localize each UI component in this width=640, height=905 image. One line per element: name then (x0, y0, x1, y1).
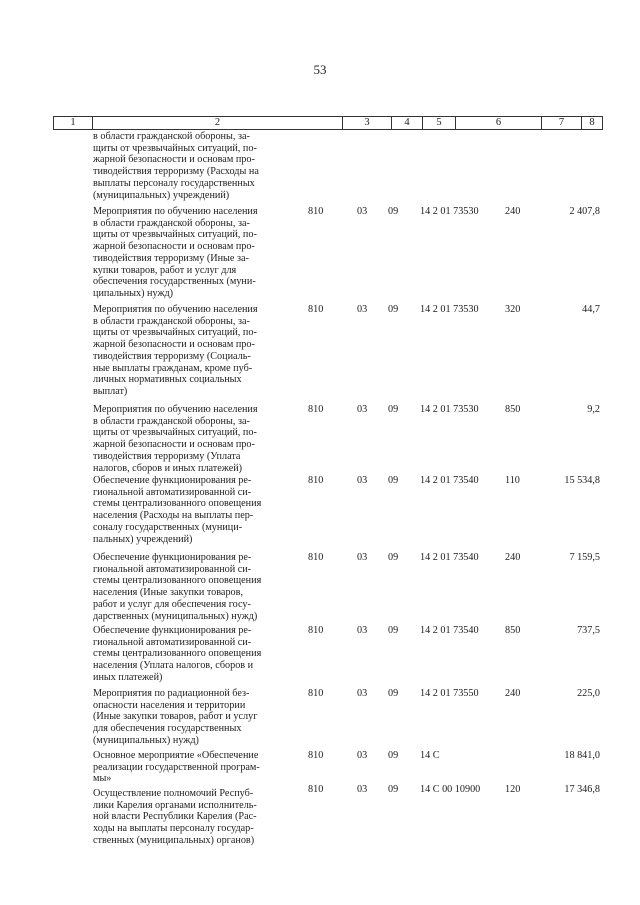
target-article-code: 14 2 01 73550 (420, 688, 479, 699)
section-code: 03 (357, 206, 368, 217)
description-line: в области гражданской обороны, за- (93, 217, 250, 229)
description-line: в области гражданской обороны, за- (93, 415, 250, 427)
subsection-code: 09 (388, 784, 399, 795)
description-line: Мероприятия по радиационной без- (93, 688, 250, 699)
description-line: пальных) учреждений) (93, 533, 193, 545)
row-description (93, 625, 289, 684)
description-line: купки товаров, работ и услуг для (93, 264, 237, 276)
expense-type-code: 110 (505, 475, 520, 486)
ministry-code: 810 (308, 688, 324, 699)
target-article-code: 14 2 01 73530 (420, 404, 479, 415)
section-code: 03 (357, 625, 368, 636)
expense-type-code: 320 (505, 304, 521, 315)
section-code: 03 (357, 404, 368, 415)
target-article-code: 14 2 01 73530 (420, 304, 479, 315)
ministry-code: 810 (308, 750, 324, 761)
description-line: иных платежей) (93, 671, 163, 683)
description-line: в области гражданской обороны, за- (93, 131, 250, 142)
description-line: налогов, сборов и иных платежей) (93, 462, 243, 474)
amount: 17 346,8 (564, 784, 600, 795)
header-col-7: 7 (542, 117, 582, 129)
expense-type-code: 240 (505, 688, 521, 699)
subsection-code: 09 (388, 404, 399, 415)
description-line: гиональной автоматизированной си- (93, 563, 252, 575)
description-line: щиты от чрезвычайных ситуаций, по- (93, 327, 257, 339)
section-code: 03 (357, 750, 368, 761)
subsection-code: 09 (388, 304, 399, 315)
description-line: личных нормативных социальных (93, 374, 242, 386)
description-line: выплат) (93, 385, 128, 397)
description-line: опасности населения и территории (93, 699, 246, 711)
description-line: гиональной автоматизированной си- (93, 636, 252, 648)
expense-type-code: 240 (505, 206, 521, 217)
header-col-4: 4 (392, 117, 423, 129)
row-description (93, 404, 289, 474)
row-description (93, 206, 289, 300)
description-line: стемы централизованного оповещения (93, 498, 262, 510)
expense-type-code: 240 (505, 552, 521, 563)
description-line: Мероприятия по обучению населения (93, 404, 258, 415)
description-line: обеспечения государственных (муни- (93, 276, 256, 288)
amount: 225,0 (577, 688, 600, 699)
subsection-code: 09 (388, 206, 399, 217)
section-code: 03 (357, 784, 368, 795)
description-line: лики Карелия органами исполнитель- (93, 799, 257, 811)
description-line: стемы централизованного оповещения (93, 575, 262, 587)
subsection-code: 09 (388, 625, 399, 636)
description-line: Обеспечение функционирования ре- (93, 475, 252, 486)
description-line: Мероприятия по обучению населения (93, 304, 258, 315)
target-article-code: 14 С (420, 750, 440, 761)
description-line: (муниципальных) нужд) (93, 734, 199, 746)
description-line: в области гражданской обороны, за- (93, 315, 250, 327)
amount: 18 841,0 (564, 750, 600, 761)
description-line: ной власти Республики Карелия (Рас- (93, 811, 257, 823)
amount: 9,2 (587, 404, 600, 415)
description-line: населения (Расходы на выплаты пер- (93, 510, 254, 522)
target-article-code: 14 С 00 10900 (420, 784, 481, 795)
description-line: для обеспечения государственных (93, 723, 242, 735)
subsection-code: 09 (388, 750, 399, 761)
ministry-code: 810 (308, 206, 324, 217)
subsection-code: 09 (388, 475, 399, 486)
table-header (53, 116, 603, 130)
page-number: 53 (313, 62, 327, 77)
description-line: ные выплаты гражданам, кроме пуб- (93, 362, 253, 374)
amount: 2 407,8 (569, 206, 600, 217)
description-line: Основное мероприятие «Обеспечение (93, 750, 259, 761)
section-code: 03 (357, 552, 368, 563)
description-line: Мероприятия по обучению населения (93, 206, 258, 217)
description-line: (муниципальных) учреждений) (93, 189, 230, 201)
description-line: населения (Уплата налогов, сборов и (93, 660, 254, 672)
description-line: соналу государственных (муници- (93, 521, 243, 533)
description-line: щиты от чрезвычайных ситуаций, по- (93, 427, 257, 439)
description-line: щиты от чрезвычайных ситуаций, по- (93, 142, 257, 154)
description-line: тиводействия терроризму (Расходы на (93, 166, 259, 178)
description-line: щиты от чрезвычайных ситуаций, по- (93, 229, 257, 241)
section-code: 03 (357, 304, 368, 315)
description-line: мы» (93, 773, 112, 785)
row-description (93, 304, 289, 398)
ministry-code: 810 (308, 404, 324, 415)
ministry-code: 810 (308, 552, 324, 563)
description-line: жарной безопасности и основам про- (93, 339, 255, 351)
amount: 15 534,8 (564, 475, 600, 486)
description-line: жарной безопасности и основам про- (93, 439, 255, 451)
section-code: 03 (357, 475, 368, 486)
header-col-8: 8 (589, 117, 595, 128)
subsection-code: 09 (388, 688, 399, 699)
row-description (93, 131, 289, 201)
expense-type-code: 850 (505, 625, 521, 636)
description-line: стемы централизованного оповещения (93, 648, 262, 660)
expense-type-code: 850 (505, 404, 521, 415)
subsection-code: 09 (388, 552, 399, 563)
description-line: гиональной автоматизированной си- (93, 486, 252, 498)
description-line: населения (Иные закупки товаров, (93, 587, 243, 599)
description-line: жарной безопасности и основам про- (93, 241, 255, 253)
description-line: дарственных (муниципальных) нужд) (93, 610, 258, 622)
row-description (93, 788, 289, 847)
target-article-code: 14 2 01 73540 (420, 552, 479, 563)
section-code: 03 (357, 688, 368, 699)
description-line: тиводействия терроризму (Уплата (93, 450, 241, 462)
ministry-code: 810 (308, 304, 324, 315)
amount: 44,7 (582, 304, 600, 315)
target-article-code: 14 2 01 73540 (420, 625, 479, 636)
description-line: Обеспечение функционирования ре- (93, 552, 252, 563)
description-line: выплаты персоналу государственных (93, 177, 255, 189)
header-col-2: 2 (93, 117, 343, 129)
description-line: ходы на выплаты персоналу государ- (93, 823, 254, 835)
ministry-code: 810 (308, 625, 324, 636)
description-line: работ и услуг для обеспечения госу- (93, 598, 251, 610)
header-col-5: 5 (423, 117, 456, 129)
ministry-code: 810 (308, 475, 324, 486)
description-line: реализации государственной програм- (93, 761, 260, 773)
description-line: тиводействия терроризму (Иные за- (93, 252, 249, 264)
header-col-1: 1 (54, 117, 93, 129)
expense-type-code: 120 (505, 784, 521, 795)
ministry-code: 810 (308, 784, 324, 795)
description-line: Осуществление полномочий Респуб- (93, 788, 254, 799)
row-description (93, 750, 289, 785)
description-line: тиводействия терроризму (Социаль- (93, 350, 251, 362)
description-line: Обеспечение функционирования ре- (93, 625, 252, 636)
row-description (93, 688, 289, 747)
amount: 737,5 (577, 625, 600, 636)
amount: 7 159,5 (569, 552, 600, 563)
description-line: ственных (муниципальных) органов) (93, 834, 255, 846)
row-description (93, 475, 289, 545)
description-line: (Иные закупки товаров, работ и услуг (93, 711, 258, 723)
target-article-code: 14 2 01 73530 (420, 206, 479, 217)
target-article-code: 14 2 01 73540 (420, 475, 479, 486)
header-col-6: 6 (456, 117, 542, 129)
description-line: жарной безопасности и основам про- (93, 154, 255, 166)
header-col-3: 3 (343, 117, 392, 129)
description-line: ципальных) нужд) (93, 287, 174, 299)
row-description (93, 552, 289, 622)
